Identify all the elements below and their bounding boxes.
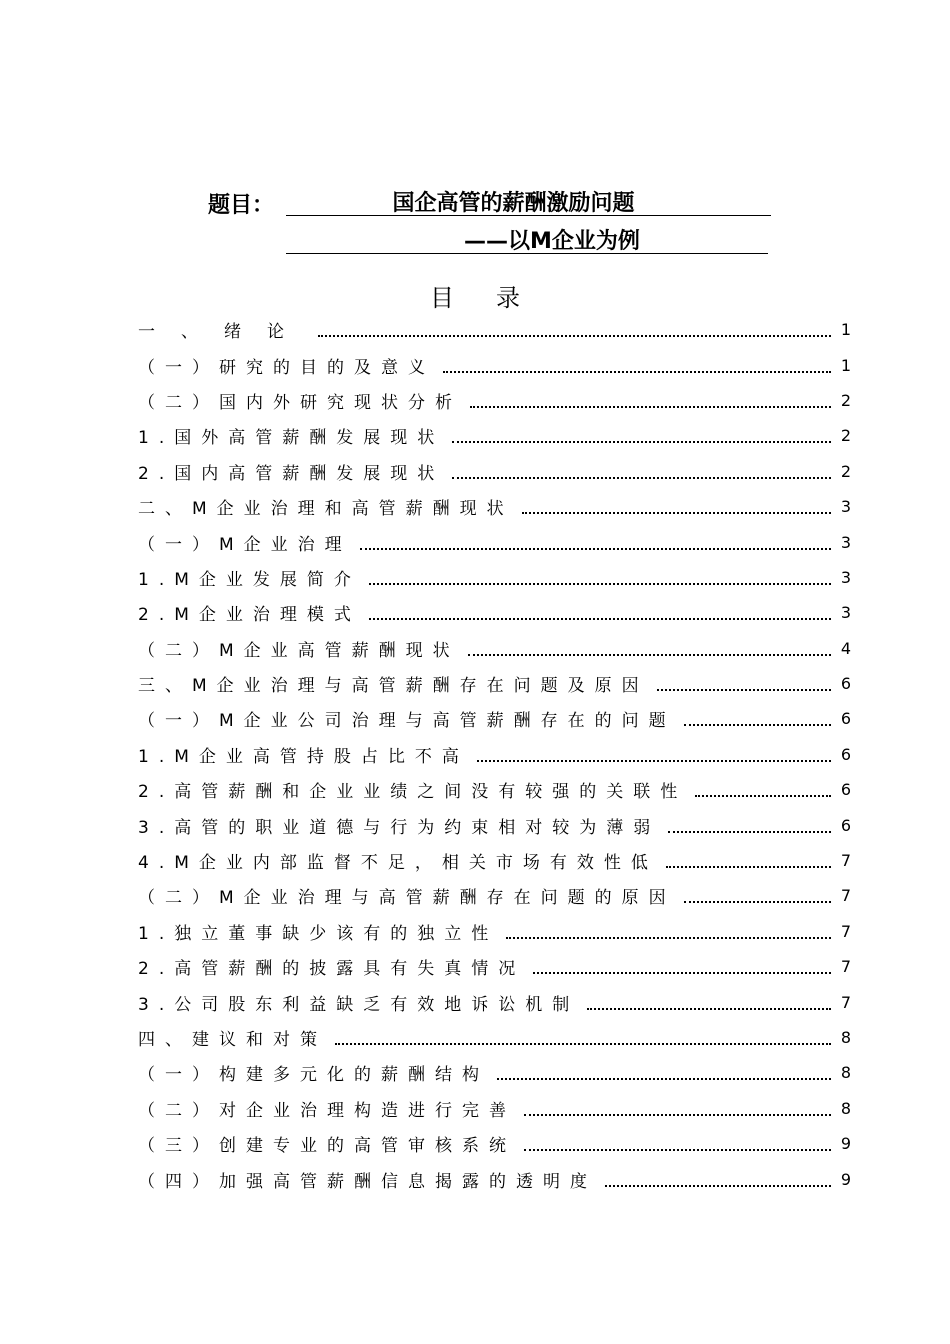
toc-dot-leader [524,1113,831,1116]
toc-entry[interactable] [138,631,851,666]
toc-entry[interactable] [138,524,851,559]
toc-entry-title: （一）M企业治理 [138,534,352,555]
toc-entry[interactable] [138,772,851,807]
toc-entry[interactable] [138,347,851,382]
toc-page-number: 8 [840,1098,851,1118]
title-sub-underline [286,224,768,254]
toc-dot-leader [468,653,831,656]
toc-page-number: 3 [840,567,851,587]
toc-entry-title: （二）国内外研究现状分析 [138,392,462,413]
toc-entry[interactable] [138,383,851,418]
toc-dot-leader [605,1184,831,1187]
toc-entry-title: 1.国外高管薪酬发展现状 [138,428,445,449]
toc-entry[interactable] [138,418,851,453]
toc-dot-leader [668,830,831,833]
toc-page-number: 7 [840,992,851,1012]
toc-page-number: 7 [840,921,851,941]
toc-entry[interactable] [138,1020,851,1055]
toc-entry-title: 二、M企业治理和高管薪酬现状 [138,499,514,520]
toc-page-number: 6 [840,744,851,764]
toc-page-number: 1 [840,355,851,375]
toc-dot-leader [497,1077,831,1080]
toc-entry-title: （一）M企业公司治理与高管薪酬存在的问题 [138,711,676,732]
toc-page-number: 2 [840,461,851,481]
toc-entry[interactable] [138,1126,851,1161]
toc-entry-title: 1.独立董事缺少该有的独立性 [138,923,499,944]
toc-page-number: 2 [840,426,851,446]
toc-entry[interactable] [138,701,851,736]
toc-entry[interactable] [138,878,851,913]
toc-entry-title: 2.国内高管薪酬发展现状 [138,463,445,484]
toc-dot-leader [335,1042,831,1045]
toc-page-number: 9 [840,1134,851,1154]
toc-entry-title: 3.公司股东利益缺乏有效地诉讼机制 [138,994,580,1015]
toc-dot-leader [657,688,831,691]
toc-page-number: 9 [840,1169,851,1189]
toc-page-number: 6 [840,815,851,835]
toc-entry-title: 2.M企业治理模式 [138,605,361,626]
toc-dot-leader [684,900,831,903]
toc-entry[interactable] [138,949,851,984]
toc-entry[interactable] [138,737,851,772]
toc-page-number: 7 [840,851,851,871]
toc-page-number: 6 [840,674,851,694]
toc-page-number: 3 [840,603,851,623]
toc-page-number: 6 [840,780,851,800]
toc-entry[interactable] [138,454,851,489]
toc-entry[interactable] [138,666,851,701]
toc-dot-leader [452,476,831,479]
title-row [0,186,950,220]
toc-dot-leader [684,723,831,726]
toc-entry-title: （二）对企业治理构造进行完善 [138,1100,516,1121]
toc-entry-title: （三）创建专业的高管审核系统 [138,1136,516,1157]
toc-entry[interactable] [138,1055,851,1090]
title-main-underline [286,186,771,216]
toc-page-number: 2 [840,390,851,410]
toc-entry[interactable] [138,312,851,347]
toc-dot-leader [470,405,831,408]
toc-page-number: 8 [840,1028,851,1047]
toc-entry-title: （二）M企业治理与高管薪酬存在问题的原因 [138,888,676,909]
toc-page-number: 1 [840,320,851,340]
toc-entry-title: （二）M企业高管薪酬现状 [138,640,460,661]
toc-dot-leader [524,1148,831,1151]
toc-entry-title: 2.高管薪酬的披露具有失真情况 [138,959,526,980]
toc-entry-title: （四）加强高管薪酬信息揭露的透明度 [138,1171,597,1192]
toc-entry-title: （一）研究的目的及意义 [138,357,435,378]
toc-entry[interactable] [138,1161,851,1196]
toc-page-number: 7 [840,957,851,977]
toc-page-number: 6 [840,709,851,729]
toc-dot-leader [318,334,831,337]
toc-entry[interactable] [138,807,851,842]
toc-heading: 目录 [430,284,562,312]
title-label: 题目： [208,193,275,218]
toc-entry-title: 1.M企业发展简介 [138,569,361,590]
toc-entry-title: 1.M企业高管持股占比不高 [138,746,469,767]
toc-entry-title: 2.高管薪酬和企业业绩之间没有较强的关联性 [138,782,688,803]
toc-dot-leader [443,370,831,373]
toc-page-number: 8 [840,1063,851,1083]
toc-dot-leader [477,759,831,762]
table-of-contents [138,312,851,1197]
toc-dot-leader [522,511,831,514]
toc-entry[interactable] [138,489,851,524]
toc-entry[interactable] [138,914,851,949]
toc-entry-title: 四、建议和对策 [138,1030,327,1050]
toc-dot-leader [360,547,831,550]
toc-entry[interactable] [138,984,851,1019]
toc-dot-leader [452,440,831,443]
toc-entry-title: 三、M企业治理与高管薪酬存在问题及原因 [138,676,649,697]
toc-dot-leader [695,794,831,797]
toc-dot-leader [533,971,831,974]
title-sub: ——以M企业为例 [464,229,640,254]
toc-dot-leader [666,865,831,868]
toc-entry-title: 4.M企业内部监督不足，相关市场有效性低 [138,853,658,874]
toc-dot-leader [587,1007,831,1010]
toc-dot-leader [369,617,831,620]
toc-page-number: 3 [840,497,851,517]
toc-entry-title: 一、绪论 [138,322,310,343]
toc-page-number: 3 [840,532,851,552]
toc-dot-leader [506,936,831,939]
toc-page-number: 4 [840,638,851,658]
toc-entry-title: 3.高管的职业道德与行为约束相对较为薄弱 [138,817,661,838]
toc-entry[interactable] [138,595,851,630]
title-main: 国企高管的薪酬激励问题 [392,191,635,216]
toc-entry[interactable] [138,843,851,878]
toc-entry[interactable] [138,1091,851,1126]
toc-entry[interactable] [138,560,851,595]
toc-page-number: 7 [840,886,851,906]
toc-entry-title: （一）构建多元化的薪酬结构 [138,1065,489,1086]
toc-dot-leader [369,582,831,585]
